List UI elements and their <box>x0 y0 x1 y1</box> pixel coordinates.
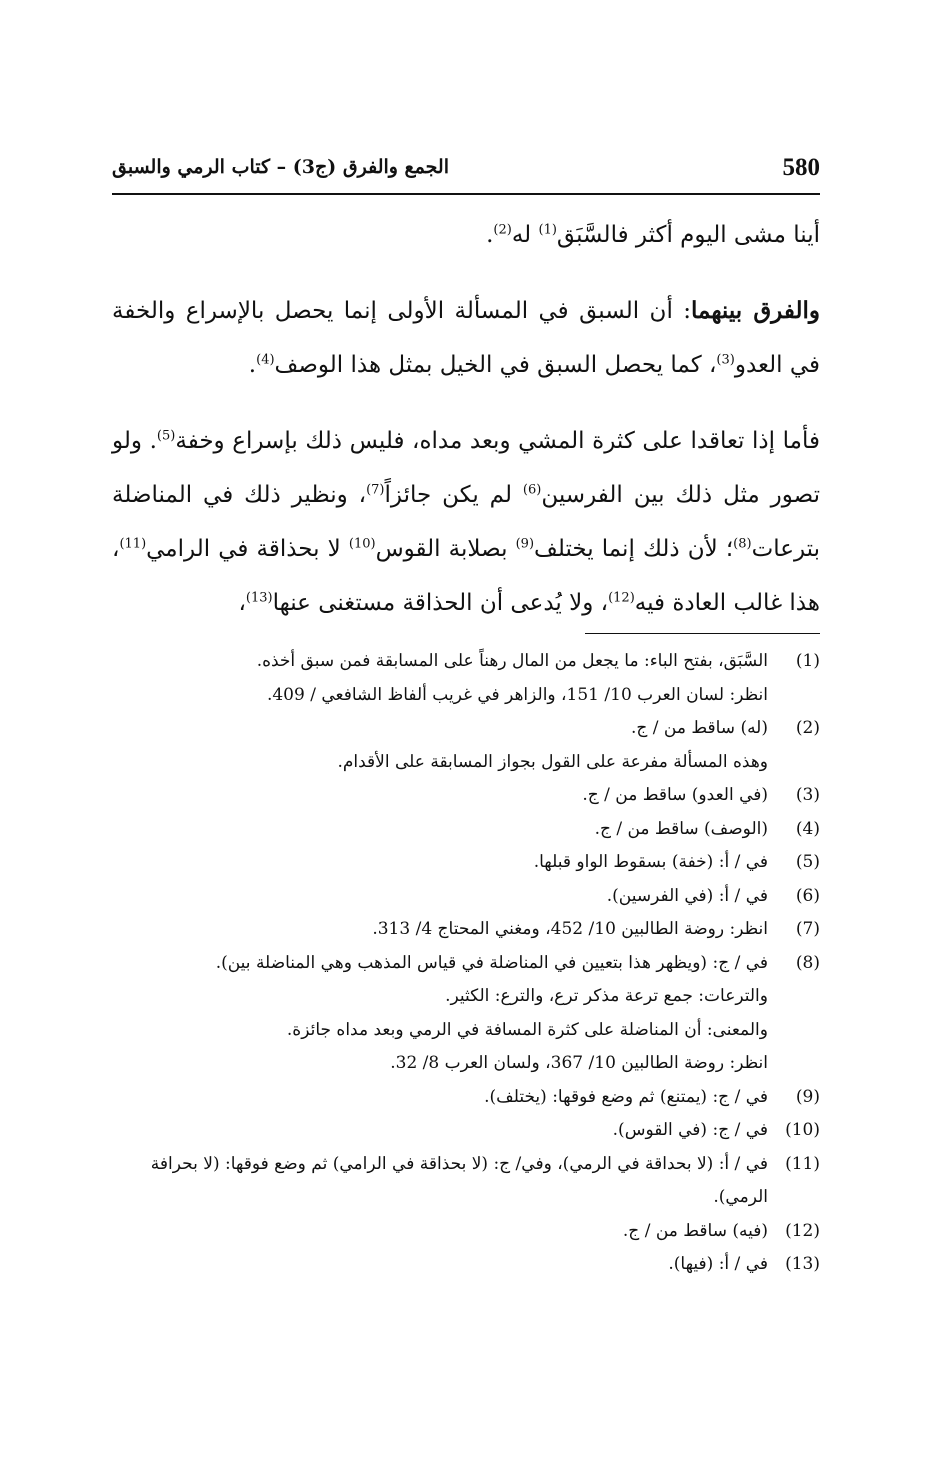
footnote-line: انظر: لسان العرب 10/ 151، والزاهر في غريب ألفاظ الشافعي / 409. <box>266 684 768 705</box>
footnote-line: والمعنى: أن المناضلة على كثرة المسافة في الرمي وبعد مداه جائزة. <box>286 1019 768 1040</box>
footnote-ref-6[interactable]: (6) <box>522 482 542 498</box>
text-run: ، ونظير ذلك في المناضلة بترعات <box>112 482 820 562</box>
paragraph-lead: والفرق بينهما <box>691 297 820 324</box>
text-run: . <box>248 352 257 378</box>
footnote-line: السَّبَق، بفتح الباء: ما يجعل من المال رهناً على المسابقة فمن سبق أخذه. <box>256 651 768 671</box>
paragraph-1 <box>112 208 820 262</box>
footnote-separator <box>585 633 820 634</box>
text-run: لا بحذاقة في الرامي <box>146 536 349 562</box>
footnote-item <box>112 1148 820 1215</box>
footnote-ref-9[interactable]: (9) <box>515 536 535 552</box>
text-run: ، ولا يُدعى أن الحذاقة مستغنى عنها <box>272 590 609 616</box>
footnote-ref-13[interactable]: (13) <box>245 590 273 606</box>
footnote-line: في / ج: (يمتنع) ثم وضع فوقها: (يختلف). <box>484 1086 768 1107</box>
footnote-ref-1[interactable]: (1) <box>538 222 557 238</box>
footnote-ref-11[interactable]: (11) <box>119 536 147 552</box>
footnote-line: في / أ: (في الفرسين). <box>606 885 768 906</box>
footnote-number: (5) <box>795 852 820 872</box>
text-run: فأما إذا تعاقدا على كثرة المشي وبعد مداه، فليس ذلك بإسراع وخفة <box>175 428 820 454</box>
footnote-number: (7) <box>795 919 820 939</box>
page-header <box>112 150 820 194</box>
footnote-number: (13) <box>785 1254 820 1274</box>
footnote-line: وهذه المسألة مفرعة على القول بجواز المسابقة على الأقدام. <box>337 751 768 772</box>
footnote-body <box>112 712 768 779</box>
text-run: ؛ لأن ذلك إنما يختلف <box>534 536 734 562</box>
footnote-ref-8[interactable]: (8) <box>733 536 752 552</box>
footnote-body <box>112 645 768 712</box>
footnote-body <box>112 813 768 847</box>
footnote-number: (9) <box>795 1086 820 1107</box>
footnote-number: (6) <box>795 885 820 906</box>
footnote-item <box>112 1215 820 1249</box>
text-run: له <box>511 222 539 248</box>
footnote-body <box>112 947 768 1081</box>
footnote-item <box>112 712 820 779</box>
footnote-item <box>112 913 820 947</box>
footnote-number: (8) <box>795 952 820 973</box>
page-number: 580 <box>782 154 820 181</box>
footnote-item <box>112 1248 820 1282</box>
footnote-number: (10) <box>785 1120 820 1140</box>
footnote-item <box>112 645 820 712</box>
footnote-number: (4) <box>795 818 820 839</box>
footnote-body <box>112 1114 768 1148</box>
footnote-body <box>112 1081 768 1115</box>
footnote-ref-10[interactable]: (10) <box>348 536 376 552</box>
footnote-line: والترعات: جمع ترعة مذكر ترع، والترع: الكثير. <box>445 986 768 1006</box>
footnote-line: في / أ: (خفة) بسقوط الواو قبلها. <box>533 852 768 872</box>
header-rule <box>112 193 820 195</box>
footnote-ref-12[interactable]: (12) <box>608 590 635 606</box>
footnote-number: (11) <box>785 1153 820 1174</box>
main-text <box>112 208 820 630</box>
footnote-ref-7[interactable]: (7) <box>366 482 385 498</box>
footnote-line: (الوصف) ساقط من / ج. <box>594 818 768 839</box>
footnote-line: (له) ساقط من / ج. <box>630 718 768 738</box>
text-run: ، <box>238 590 246 616</box>
footnote-item <box>112 779 820 813</box>
footnote-item <box>112 846 820 880</box>
text-run: : أن السبق في المسألة الأولى إنما يحصل بالإسراع والخفة في العدو <box>112 298 820 378</box>
footnote-body <box>112 880 768 914</box>
footnote-item <box>112 880 820 914</box>
footnote-item <box>112 1114 820 1148</box>
footnote-number: (12) <box>785 1220 820 1241</box>
footnote-body <box>112 913 768 947</box>
footnote-number: (1) <box>795 651 820 671</box>
footnote-item <box>112 1081 820 1115</box>
footnote-line: في / أ: (لا بحداقة في الرمي)، وفي/ ج: (لا بحذاقة في الرامي) ثم وضع فوقها: (لا بحرافة الرمي). <box>150 1153 768 1207</box>
text-run: ، كما يحصل السبق في الخيل بمثل هذا الوصف <box>274 352 717 378</box>
paragraph-3 <box>112 414 820 630</box>
footnote-line: (في العدو) ساقط من / ج. <box>582 785 768 805</box>
footnote-ref-2[interactable]: (2) <box>493 222 512 238</box>
text-run: . <box>486 222 494 248</box>
footnote-ref-3[interactable]: (3) <box>716 352 735 368</box>
footnote-ref-4[interactable]: (4) <box>256 352 275 368</box>
footnote-body <box>112 846 768 880</box>
footnote-body <box>112 1148 768 1215</box>
footnote-number: (2) <box>795 718 820 738</box>
running-title: الجمع والفرق (ج3) – كتاب الرمي والسبق <box>112 156 449 178</box>
footnote-number: (3) <box>795 785 820 805</box>
footnote-line: انظر: روضة الطالبين 10/ 367، ولسان العرب 8/ 32. <box>390 1053 768 1073</box>
footnote-ref-5[interactable]: (5) <box>156 428 176 444</box>
text-run: . ولو تصور مثل ذلك بين الفرسين <box>112 428 821 508</box>
text-run: ، هذا غالب العادة فيه <box>112 536 820 616</box>
footnote-line: انظر: روضة الطالبين 10/ 452، ومغني المحتاج 4/ 313. <box>372 919 768 939</box>
footnotes-section <box>112 645 820 1282</box>
footnote-item <box>112 813 820 847</box>
text-run: بصلابة القوس <box>375 536 516 562</box>
footnote-body <box>112 1215 768 1249</box>
text-run: لم يكن جائزاً <box>384 482 523 508</box>
footnote-body <box>112 779 768 813</box>
footnote-item <box>112 947 820 1081</box>
footnote-body <box>112 1248 768 1282</box>
footnote-line: (فيه) ساقط من / ج. <box>622 1220 768 1241</box>
footnote-line: في / ج: (في القوس). <box>612 1120 768 1140</box>
footnote-line: في / أ: (فيها). <box>668 1254 768 1274</box>
text-run: أينا مشى اليوم أكثر فالسَّبَق <box>556 222 820 248</box>
footnote-line: في / ج: (ويظهر هذا بتعيين في المناضلة في قياس المذهب وهي المناضلة بين). <box>215 952 768 973</box>
paragraph-2 <box>112 284 820 392</box>
